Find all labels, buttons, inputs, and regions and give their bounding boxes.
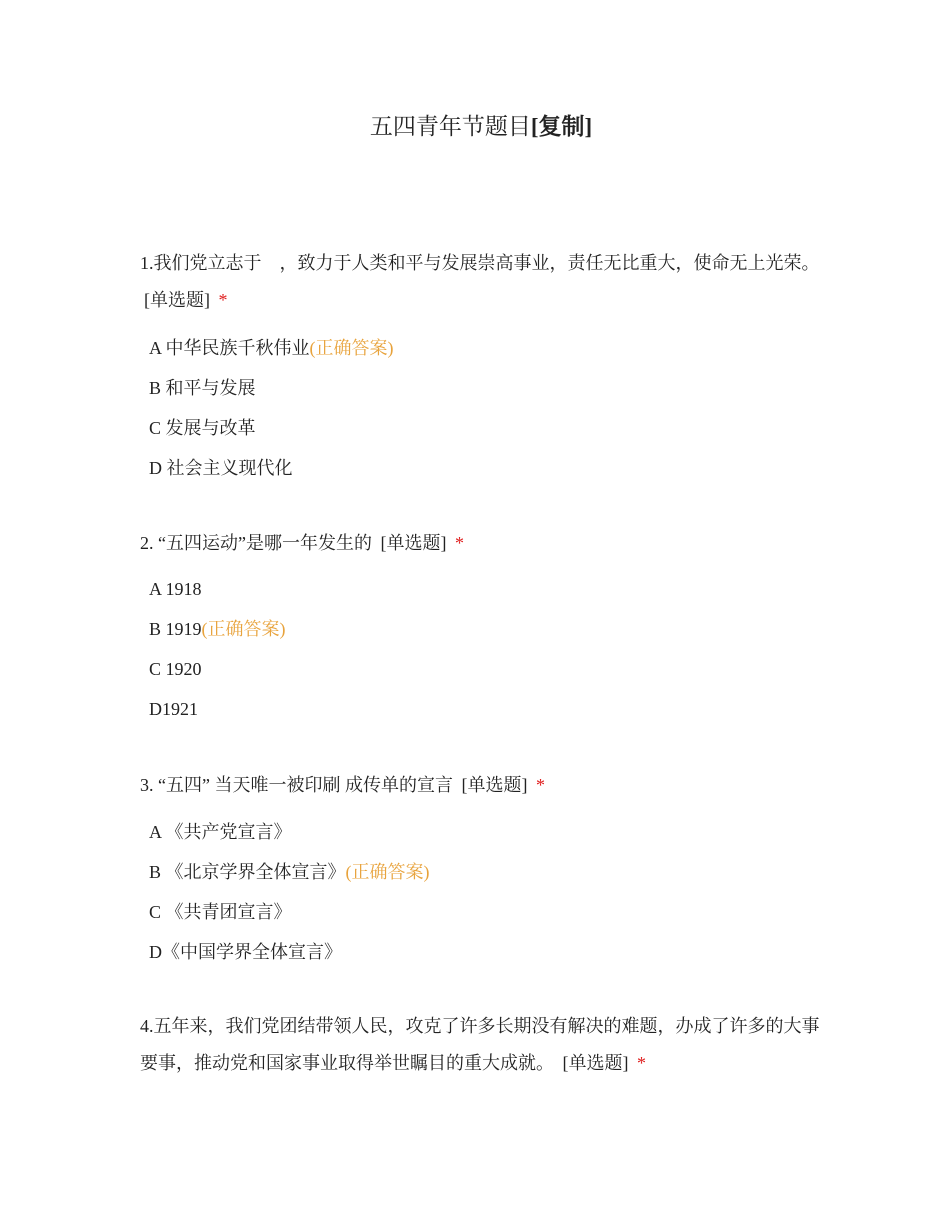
option-label: B 和平与发展: [149, 378, 256, 398]
question-4: [140, 1008, 820, 1082]
option-label: A 《共产党宣言》: [149, 822, 292, 842]
question-3-option-c[interactable]: [149, 892, 430, 932]
question-2-text: 2. “五四运动”是哪一年发生的: [140, 533, 372, 553]
question-3: [140, 767, 820, 804]
question-1-options: [149, 328, 394, 488]
correct-answer-tag: (正确答案): [345, 862, 430, 882]
question-1-text: 1.我们党立志于 ，致力于人类和平与发展崇高事业，责任无比重大，使命无上光荣。: [140, 253, 820, 273]
page-title: [0, 110, 950, 144]
question-1-option-b[interactable]: [149, 368, 394, 408]
question-1: [140, 245, 820, 319]
question-1-option-c[interactable]: [149, 408, 394, 448]
option-label: C 1920: [149, 659, 202, 679]
question-1-option-a[interactable]: [149, 328, 394, 368]
question-2-option-a[interactable]: [149, 569, 286, 609]
option-label: B 《北京学界全体宣言》: [149, 862, 346, 882]
question-2-option-d[interactable]: [149, 689, 286, 729]
question-2: [140, 525, 820, 562]
option-label: C 《共青团宣言》: [149, 902, 292, 922]
question-3-options: [149, 812, 430, 972]
correct-answer-tag: (正确答案): [201, 619, 286, 639]
question-4-type: [单选题]: [562, 1053, 629, 1073]
question-4-required-mark: *: [637, 1053, 646, 1073]
question-4-text: 4.五年来，我们党团结带领人民，攻克了许多长期没有解决的难题，办成了许多的大事要事，推动党和国家事业取得举世瞩目的重大成就。: [140, 1016, 820, 1073]
question-3-option-b[interactable]: [149, 852, 430, 892]
question-3-option-a[interactable]: [149, 812, 430, 852]
option-label: D《中国学界全体宣言》: [149, 942, 342, 962]
option-label: D 社会主义现代化: [149, 458, 293, 478]
option-label: B 1919: [149, 619, 202, 639]
question-1-option-d[interactable]: [149, 448, 394, 488]
question-2-type: [单选题]: [380, 533, 447, 553]
question-3-text: 3. “五四” 当天唯一被印刷 成传单的宣言: [140, 775, 453, 795]
option-label: D1921: [149, 699, 198, 719]
question-3-required-mark: *: [535, 775, 545, 795]
question-1-required-mark: *: [218, 290, 228, 310]
page-title-suffix: [复制]: [530, 114, 593, 139]
option-label: A 中华民族千秋伟业: [149, 338, 310, 358]
question-3-type: [单选题]: [461, 775, 528, 795]
question-2-option-b[interactable]: [149, 609, 286, 649]
option-label: C 发展与改革: [149, 418, 256, 438]
page-title-text: 五四青年节题目: [369, 114, 531, 139]
question-3-option-d[interactable]: [149, 932, 430, 972]
question-2-option-c[interactable]: [149, 649, 286, 689]
correct-answer-tag: (正确答案): [309, 338, 394, 358]
question-1-type: [单选题]: [144, 290, 210, 310]
question-2-required-mark: *: [454, 533, 464, 553]
option-label: A 1918: [149, 579, 202, 599]
question-2-options: [149, 569, 286, 729]
